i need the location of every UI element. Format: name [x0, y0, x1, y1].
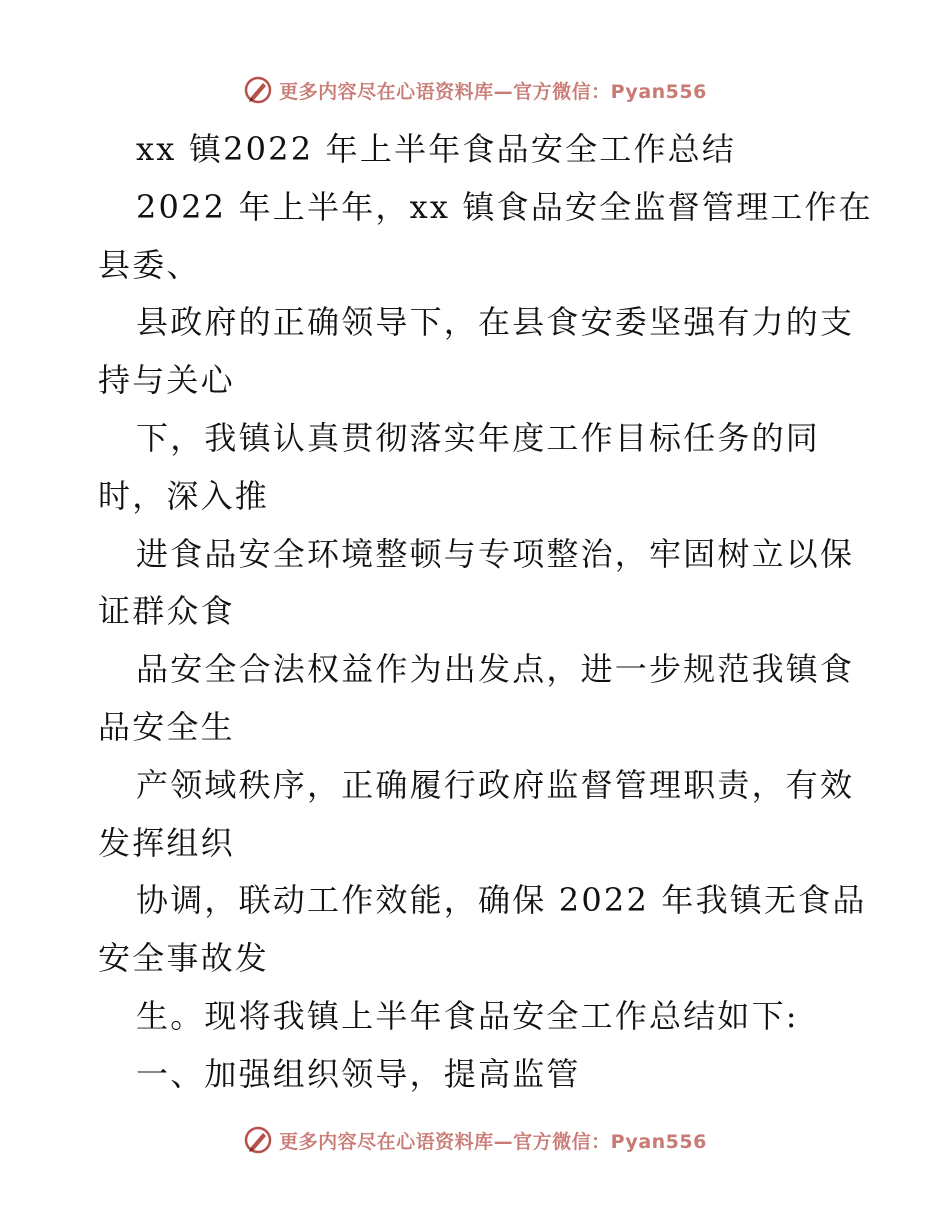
- paragraph-line: 县委、: [98, 245, 201, 284]
- document-body: [98, 121, 873, 1104]
- paragraph-line: 协调，联动工作效能，确保 2022 年我镇无食品: [136, 881, 867, 920]
- paragraph-line: 下，我镇认真贯彻落实年度工作目标任务的同: [136, 418, 821, 457]
- section-heading: 一、加强组织领导，提高监管: [136, 1054, 581, 1093]
- watermark-banner-bottom: [0, 1120, 950, 1160]
- paragraph-line: 证群众食: [98, 592, 235, 631]
- paragraph-line: 生。现将我镇上半年食品安全工作总结如下:: [136, 996, 799, 1035]
- paragraph-line: 产领域秩序，正确履行政府监督管理职责，有效: [136, 765, 855, 804]
- paragraph-line: 发挥组织: [98, 823, 235, 862]
- paragraph-line: 进食品安全环境整顿与专项整治，牢固树立以保: [136, 534, 855, 573]
- watermark-text: 更多内容尽在心语资料库—官方微信：Pyan556: [279, 1130, 707, 1153]
- document-title: xx 镇2022 年上半年食品安全工作总结: [136, 130, 737, 168]
- paragraph-line: 品安全合法权益作为出发点，进一步规范我镇食: [136, 650, 855, 689]
- paragraph-line: 时，深入推: [98, 476, 270, 515]
- paragraph-line: 县政府的正确领导下，在县食安委坚强有力的支: [136, 303, 855, 342]
- watermark-text: 更多内容尽在心语资料库—官方微信：Pyan556: [279, 80, 707, 103]
- watermark-banner-top: [0, 70, 950, 110]
- pen-circle-logo-icon: [243, 1125, 273, 1155]
- paragraph-line: 品安全生: [98, 707, 235, 746]
- paragraph-line: 2022 年上半年，xx 镇食品安全监督管理工作在: [136, 187, 873, 226]
- pen-circle-logo-icon: [243, 75, 273, 105]
- paragraph-line: 安全事故发: [98, 939, 270, 978]
- paragraph-line: 持与关心: [98, 361, 235, 400]
